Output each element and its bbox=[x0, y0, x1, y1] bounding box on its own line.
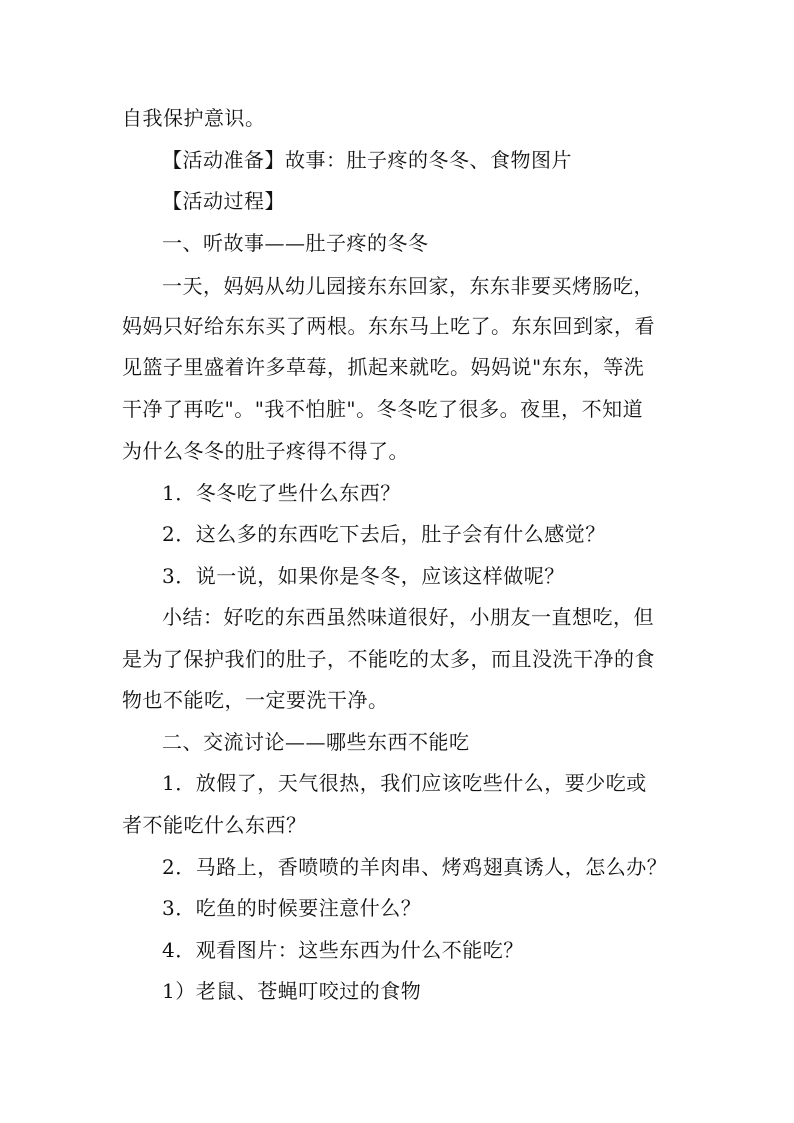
text-line-14: 是为了保护我们的肚子，不能吃的太多，而且没洗干净的食 bbox=[122, 647, 655, 671]
text-line-20: 3．吃鱼的时候要注意什么？ bbox=[162, 896, 422, 920]
text-line-22: 1）老鼠、苍蝇叮咬过的食物 bbox=[162, 979, 422, 1003]
text-line-9: 为什么冬冬的肚子疼得不得了。 bbox=[122, 439, 409, 463]
text-line-15: 物也不能吃，一定要洗干净。 bbox=[122, 688, 389, 712]
text-line-7: 见篮子里盛着许多草莓，抓起来就吃。妈妈说"东东，等洗 bbox=[122, 355, 645, 379]
text-line-11: 2．这么多的东西吃下去后，肚子会有什么感觉？ bbox=[162, 522, 606, 546]
text-line-19: 2．马路上，香喷喷的羊肉串、烤鸡翅真诱人，怎么办？ bbox=[162, 855, 668, 879]
text-line-4: 一、听故事——肚子疼的冬冬 bbox=[162, 231, 429, 255]
text-line-12: 3．说一说，如果你是冬冬，应该这样做呢？ bbox=[162, 564, 565, 588]
text-line-2: 【活动准备】故事：肚子疼的冬冬、食物图片 bbox=[162, 148, 572, 172]
text-line-16: 二、交流讨论——哪些东西不能吃 bbox=[162, 730, 470, 754]
text-line-3: 【活动过程】 bbox=[162, 189, 285, 213]
text-line-5: 一天，妈妈从幼儿园接东东回家，东东非要买烤肠吃， bbox=[162, 274, 654, 298]
text-line-13: 小结：好吃的东西虽然味道很好，小朋友一直想吃，但 bbox=[162, 605, 654, 629]
text-line-6: 妈妈只好给东东买了两根。东东马上吃了。东东回到家，看 bbox=[122, 314, 655, 338]
text-line-10: 1．冬冬吃了些什么东西？ bbox=[162, 481, 401, 505]
text-line-18: 者不能吃什么东西？ bbox=[122, 813, 307, 837]
text-line-8: 干净了再吃"。"我不怕脏"。冬冬吃了很多。夜里，不知道 bbox=[122, 397, 644, 421]
text-line-1: 自我保护意识。 bbox=[122, 106, 266, 130]
text-line-21: 4．观看图片：这些东西为什么不能吃？ bbox=[162, 938, 524, 962]
text-line-17: 1．放假了，天气很热，我们应该吃些什么，要少吃或 bbox=[162, 771, 647, 795]
